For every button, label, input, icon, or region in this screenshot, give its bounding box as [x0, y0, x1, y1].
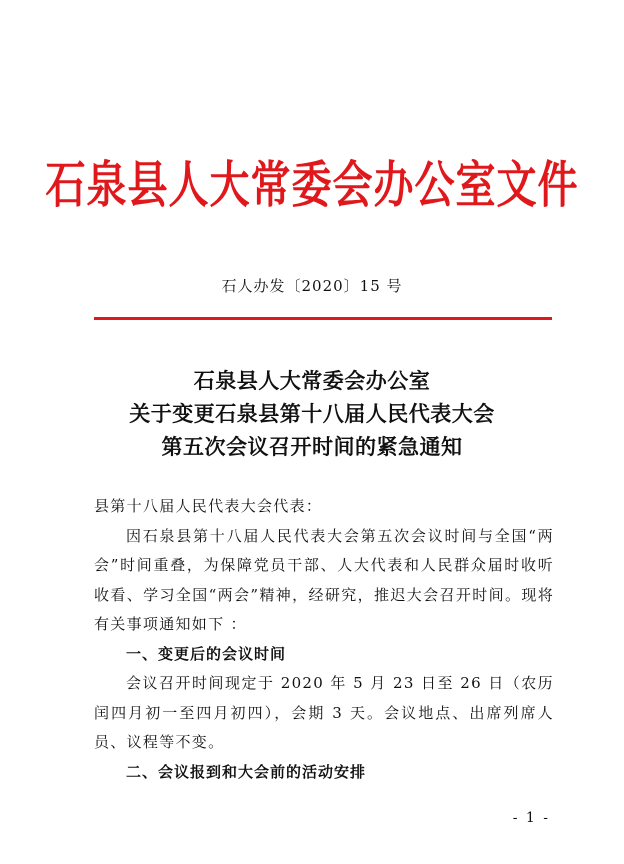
red-divider-line — [94, 317, 552, 320]
document-masthead: 石泉县人大常委会办公室文件 — [45, 155, 579, 215]
paragraph-1: 因石泉县第十八届人民代表大会第五次会议时间与全国“两会”时间重叠，为保障党员干部、人大代表和人民群众届时收听收看、学习全国“两会”精神，经研究，推迟大会召开时间。现将有关事项通知如下 ： — [94, 526, 554, 633]
paragraph-2: 会议召开时间现定于 2020 年 5 月 23 日至 26 日（农历闰四月初一至四月初四），会期 3 天。会议地点、出席列席人员、议程等不变。 — [94, 674, 554, 751]
notice-title — [0, 364, 624, 463]
section-heading-2: 二、会议报到和大会前的活动安排 — [126, 762, 367, 781]
title-line-3: 第五次会议召开时间的紧急通知 — [161, 434, 463, 459]
title-line-2: 关于变更石泉县第十八届人民代表大会 — [129, 401, 495, 426]
salutation: 县第十八届人民代表大会代表： — [94, 497, 323, 515]
document-number: 石人办发〔2020〕15 号 — [221, 277, 403, 295]
title-line-1: 石泉县人大常委会办公室 — [193, 368, 431, 393]
section-heading-1: 一、变更后的会议时间 — [126, 644, 287, 663]
notice-body — [94, 492, 554, 787]
page-number: - 1 - — [512, 810, 550, 826]
